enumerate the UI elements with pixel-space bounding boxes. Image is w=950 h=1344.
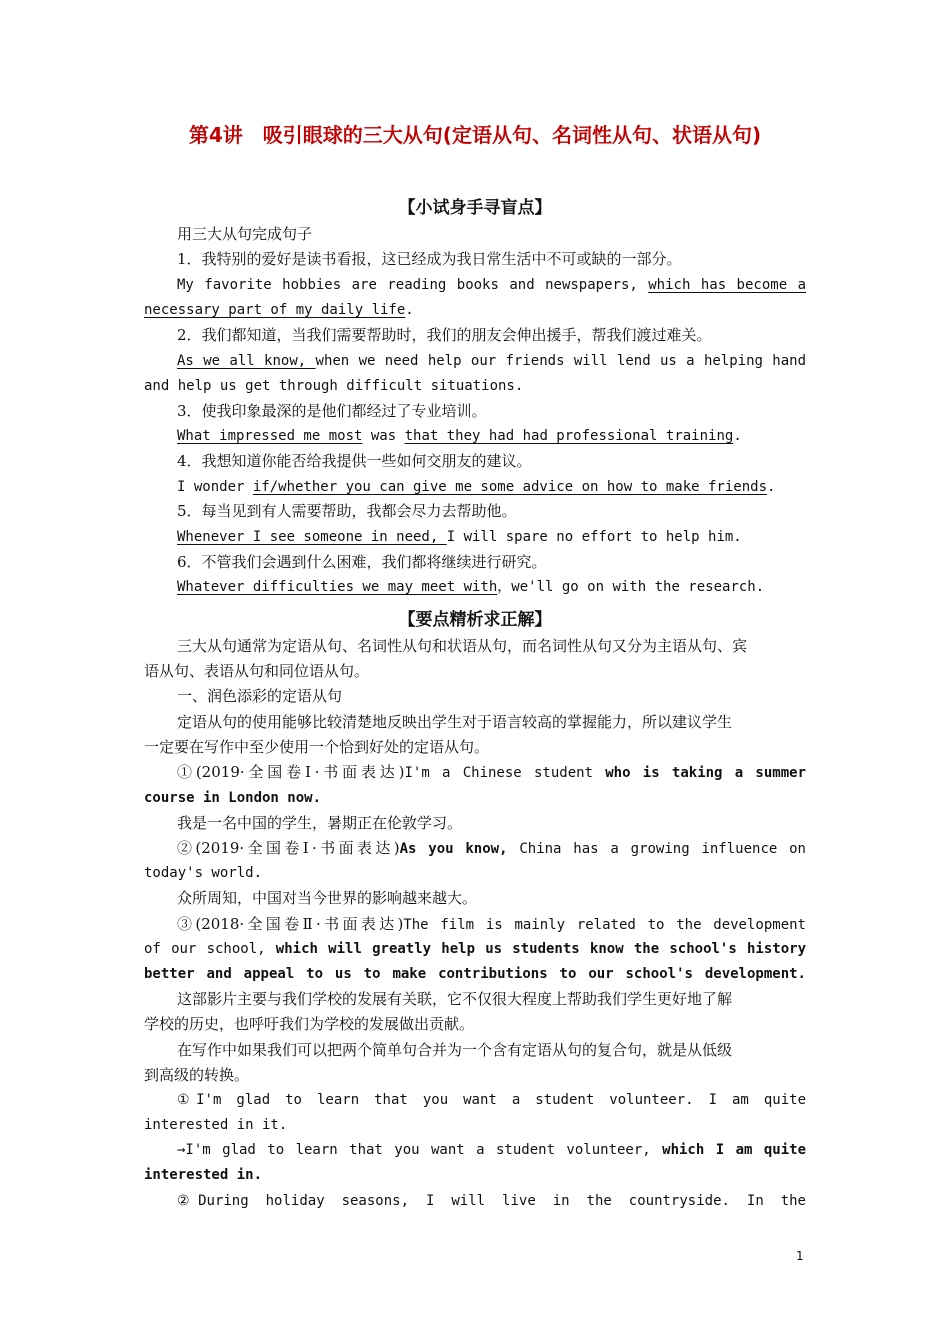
exercise-4-chinese: 4．我想知道你能否给我提供一些如何交朋友的建议。 — [177, 452, 532, 470]
answer-blank: necessary part of my daily life — [144, 302, 406, 318]
example-3-line3: better and appeal to us to make contributions to our school's development. — [144, 966, 806, 982]
exercise-2-english-line2: and help us get through difficult situations. — [144, 378, 524, 394]
exercise-4-english: I wonder if/whether you can give me some advice on how to make friends. — [177, 479, 776, 495]
answer-blank: if/whether you can give me some advice on how to make friends — [252, 479, 768, 495]
paragraph-2-line1: 定语从句的使用能够比较清楚地反映出学生对于语言较高的掌握能力，所以建议学生 — [177, 713, 733, 731]
exercise-2-chinese: 2．我们都知道，当我们需要帮助时，我们的朋友会伸出援手，帮我们渡过难关。 — [177, 326, 712, 344]
exercise-6-chinese: 6．不管我们会遇到什么困难，我们都将继续进行研究。 — [177, 553, 547, 571]
answer-blank: Whatever difficulties we may meet with — [177, 579, 498, 595]
paragraph-1-line1: 三大从句通常为定语从句、名词性从句和状语从句，而名词性从句又分为主语从句、宾 — [177, 637, 748, 655]
exercise-6-english: Whatever difficulties we may meet with，we'll go on with the research. — [177, 579, 765, 595]
example-2-line1: ②(2019·全国卷Ⅰ·书面表达)As you know, China has a growing influence on — [177, 839, 806, 857]
exercise-1-english-line2: necessary part of my daily life. — [144, 302, 414, 318]
example-2-line2: today's world. — [144, 865, 263, 881]
transform-2-line1: ②During holiday seasons, I will live in the countryside. In the — [177, 1193, 806, 1209]
exercise-1-chinese: 1．我特别的爱好是读书看报，这已经成为我日常生活中不可或缺的一部分。 — [177, 250, 682, 268]
page-number: 1 — [796, 1249, 804, 1263]
example-1-translation: 我是一名中国的学生，暑期正在伦敦学习。 — [177, 814, 463, 832]
exercise-3-chinese: 3．使我印象最深的是他们都经过了专业培训。 — [177, 402, 487, 420]
exercise-1-english-line1: My favorite hobbies are reading books and newspapers, which has become a — [177, 277, 807, 293]
answer-blank: What impressed me most — [177, 428, 363, 444]
transform-1-result-line1: →I'm glad to learn that you want a student volunteer, which I am quite — [177, 1142, 806, 1158]
paragraph-3-line1: 在写作中如果我们可以把两个简单句合并为一个含有定语从句的复合句，就是从低级 — [177, 1041, 733, 1059]
section-heading-analysis: 【要点精析求正解】 — [398, 610, 552, 630]
answer-blank: As we all know, — [177, 353, 316, 369]
exercise-3-english: What impressed me most was that they had had professional training. — [177, 428, 742, 444]
transform-1-line1: ①I'm glad to learn that you want a student volunteer. I am quite — [177, 1092, 806, 1108]
paragraph-3-line2: 到高级的转换。 — [144, 1066, 250, 1084]
example-3-line2: of our school, which will greatly help us students know the school's history — [144, 941, 807, 957]
intro-text: 用三大从句完成句子 — [177, 225, 313, 243]
answer-blank: which has become a — [648, 277, 807, 293]
transform-1-result-line2: interested in. — [144, 1167, 263, 1183]
section-heading-practice: 【小试身手寻盲点】 — [398, 198, 552, 218]
exercise-5-chinese: 5．每当见到有人需要帮助，我都会尽力去帮助他。 — [177, 502, 517, 520]
exercise-2-english-line1: As we all know, when we need help our friends will lend us a helping hand — [177, 353, 807, 369]
paragraph-2-line2: 一定要在写作中至少使用一个恰到好处的定语从句。 — [144, 738, 490, 756]
example-2-translation: 众所周知，中国对当今世界的影响越来越大。 — [177, 889, 478, 907]
answer-blank: Whenever I see someone in need, — [177, 529, 447, 545]
exercise-5-english: Whenever I see someone in need, I will spare no effort to help him. — [177, 529, 742, 545]
example-3-translation-line1: 这部影片主要与我们学校的发展有关联，它不仅很大程度上帮助我们学生更好地了解 — [177, 990, 733, 1008]
example-1-line1: ①(2019·全国卷Ⅰ·书面表达)I'm a Chinese student who is taking a summer — [177, 763, 807, 781]
example-1-line2: course in London now. — [144, 790, 322, 806]
page-title: 第4讲 吸引眼球的三大从句(定语从句、名词性从句、状语从句) — [188, 123, 762, 147]
example-3-line1: ③(2018·全国卷Ⅱ·书面表达)The film is mainly related to the development — [177, 915, 806, 933]
paragraph-1-line2: 语从句、表语从句和同位语从句。 — [144, 662, 370, 680]
answer-blank: that they had had professional training — [404, 428, 734, 444]
subheading-attributive-clause: 一、润色添彩的定语从句 — [177, 687, 343, 705]
example-3-translation-line2: 学校的历史，也呼吁我们为学校的发展做出贡献。 — [144, 1015, 475, 1033]
transform-1-line2: interested in it. — [144, 1117, 288, 1133]
